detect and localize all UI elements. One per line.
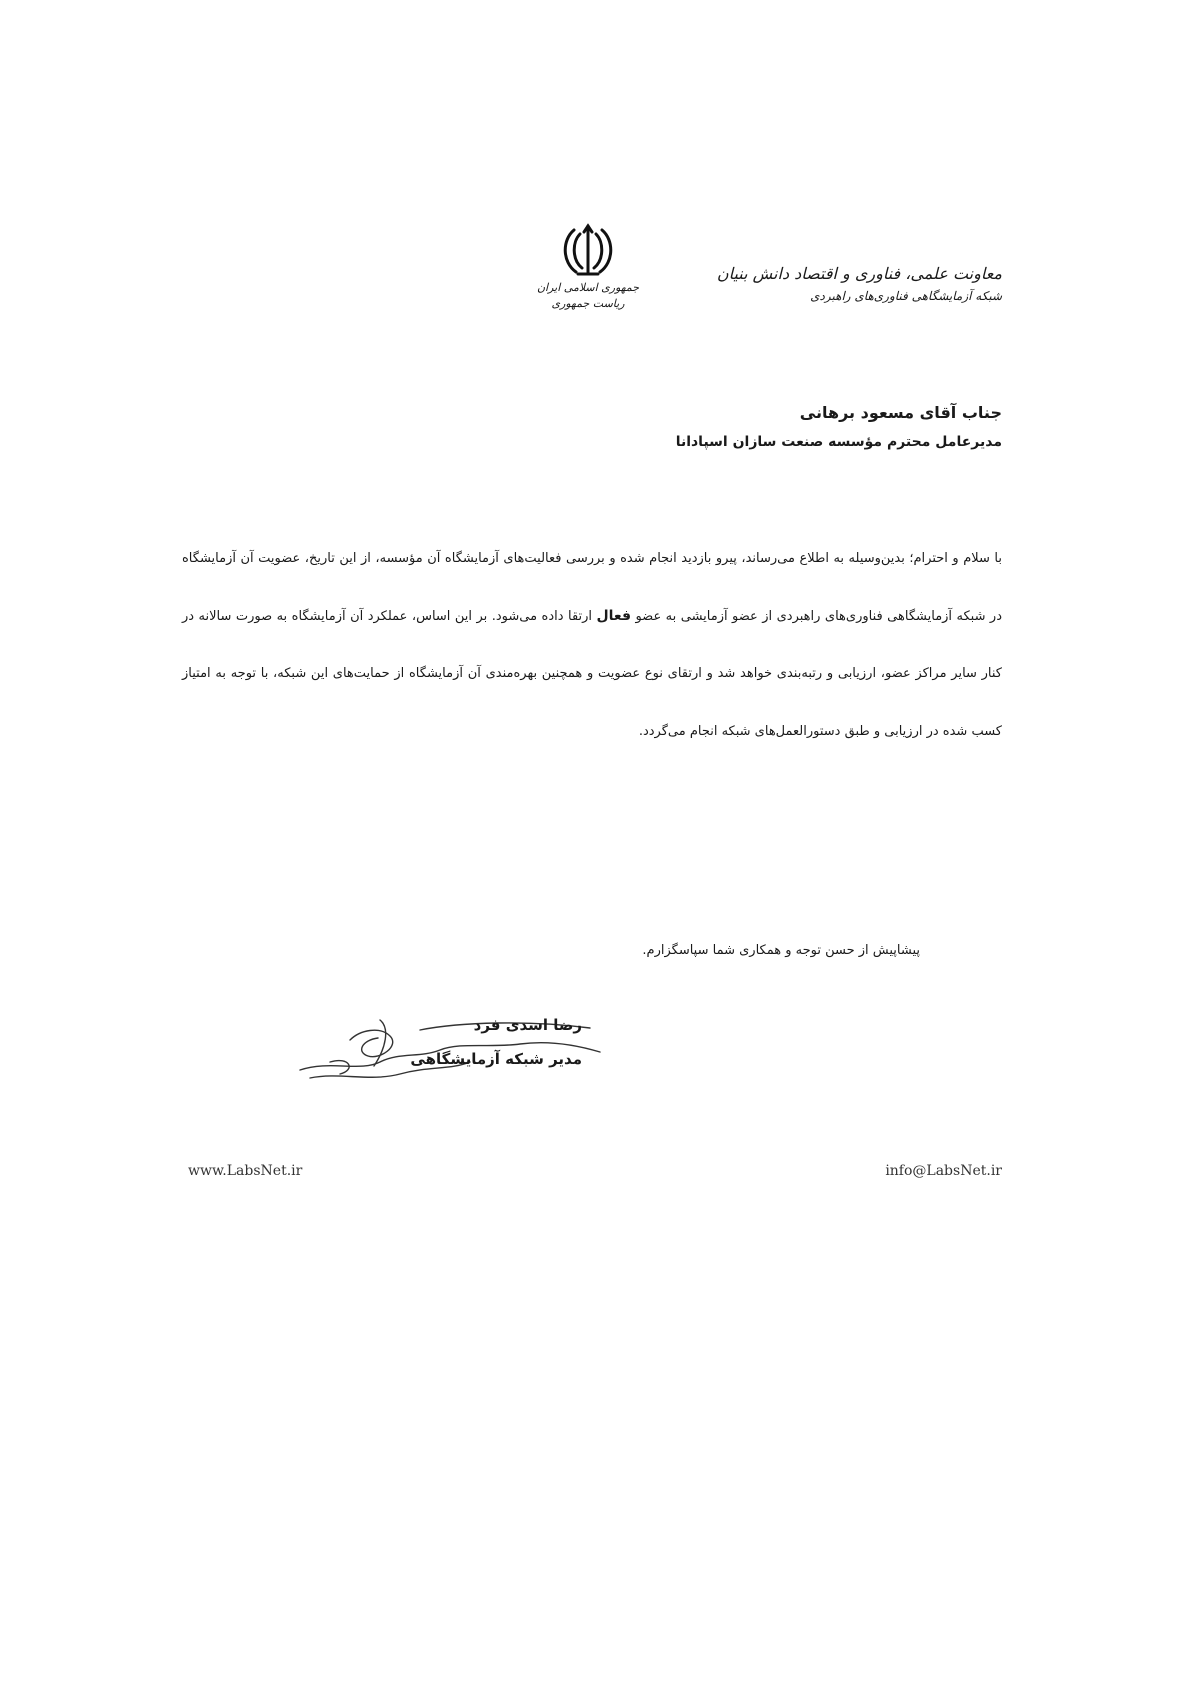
vice-presidency-header	[702, 262, 1002, 306]
emblem-block	[528, 222, 648, 312]
closing-line: پیشاپیش از حسن توجه و همکاری شما سپاسگزارم.	[642, 943, 920, 958]
vice-presidency-title: معاونت علمی، فناوری و اقتصاد دانش بنیان	[716, 264, 1002, 283]
addressee	[402, 398, 1002, 456]
addressee-title: مدیرعامل محترم مؤسسه صنعت سازان اسپادانا	[675, 434, 1002, 450]
letter-body	[182, 530, 1002, 760]
emblem-caption-country: جمهوری اسلامی ایران	[536, 281, 640, 294]
body-strong-word: فعال	[596, 607, 631, 624]
footer-website: www.LabsNet.ir	[188, 1163, 303, 1179]
body-text-part2: ارتقا داده می‌شود. بر این اساس، عملکرد آن آزمایشگاه به صورت سالانه در کنار سایر مراکز عضو، ارزیابی و رتبه‌بندی خواهد شد و ارتقای نوع عضویت و همچنین بهره‌مندی آن آزمایشگاه از حمایت‌های این شبکه، با توجه به امتیاز کسب شده در ارزیابی و طبق دستورالعمل‌های شبکه انجام می‌گردد.	[182, 608, 1002, 739]
emblem-caption-presidency: ریاست جمهوری	[551, 297, 625, 310]
body-text-part1: با سلام و احترام؛ بدین‌وسیله به اطلاع می‌رساند، پیرو بازدید انجام شده و بررسی فعالیت‌های آزمایشگاه آن مؤسسه، از این تاریخ، عضویت آن آزمایشگاه در شبکه آزمایشگاهی فناوری‌های راهبردی از عضو آزمایشی به عضو	[182, 551, 1003, 624]
signer-block	[410, 1008, 582, 1076]
footer-email: info@LabsNet.ir	[885, 1163, 1002, 1179]
iran-emblem-icon	[558, 222, 618, 280]
network-title: شبکه آزمایشگاهی فناوری‌های راهبردی	[810, 289, 1002, 303]
signer-name: رضا اسدی فرد	[473, 1016, 582, 1034]
signature-block	[290, 1000, 610, 1100]
signer-title: مدیر شبکه آزمایشگاهی	[410, 1050, 582, 1068]
addressee-name: جناب آقای مسعود برهانی	[799, 403, 1002, 422]
